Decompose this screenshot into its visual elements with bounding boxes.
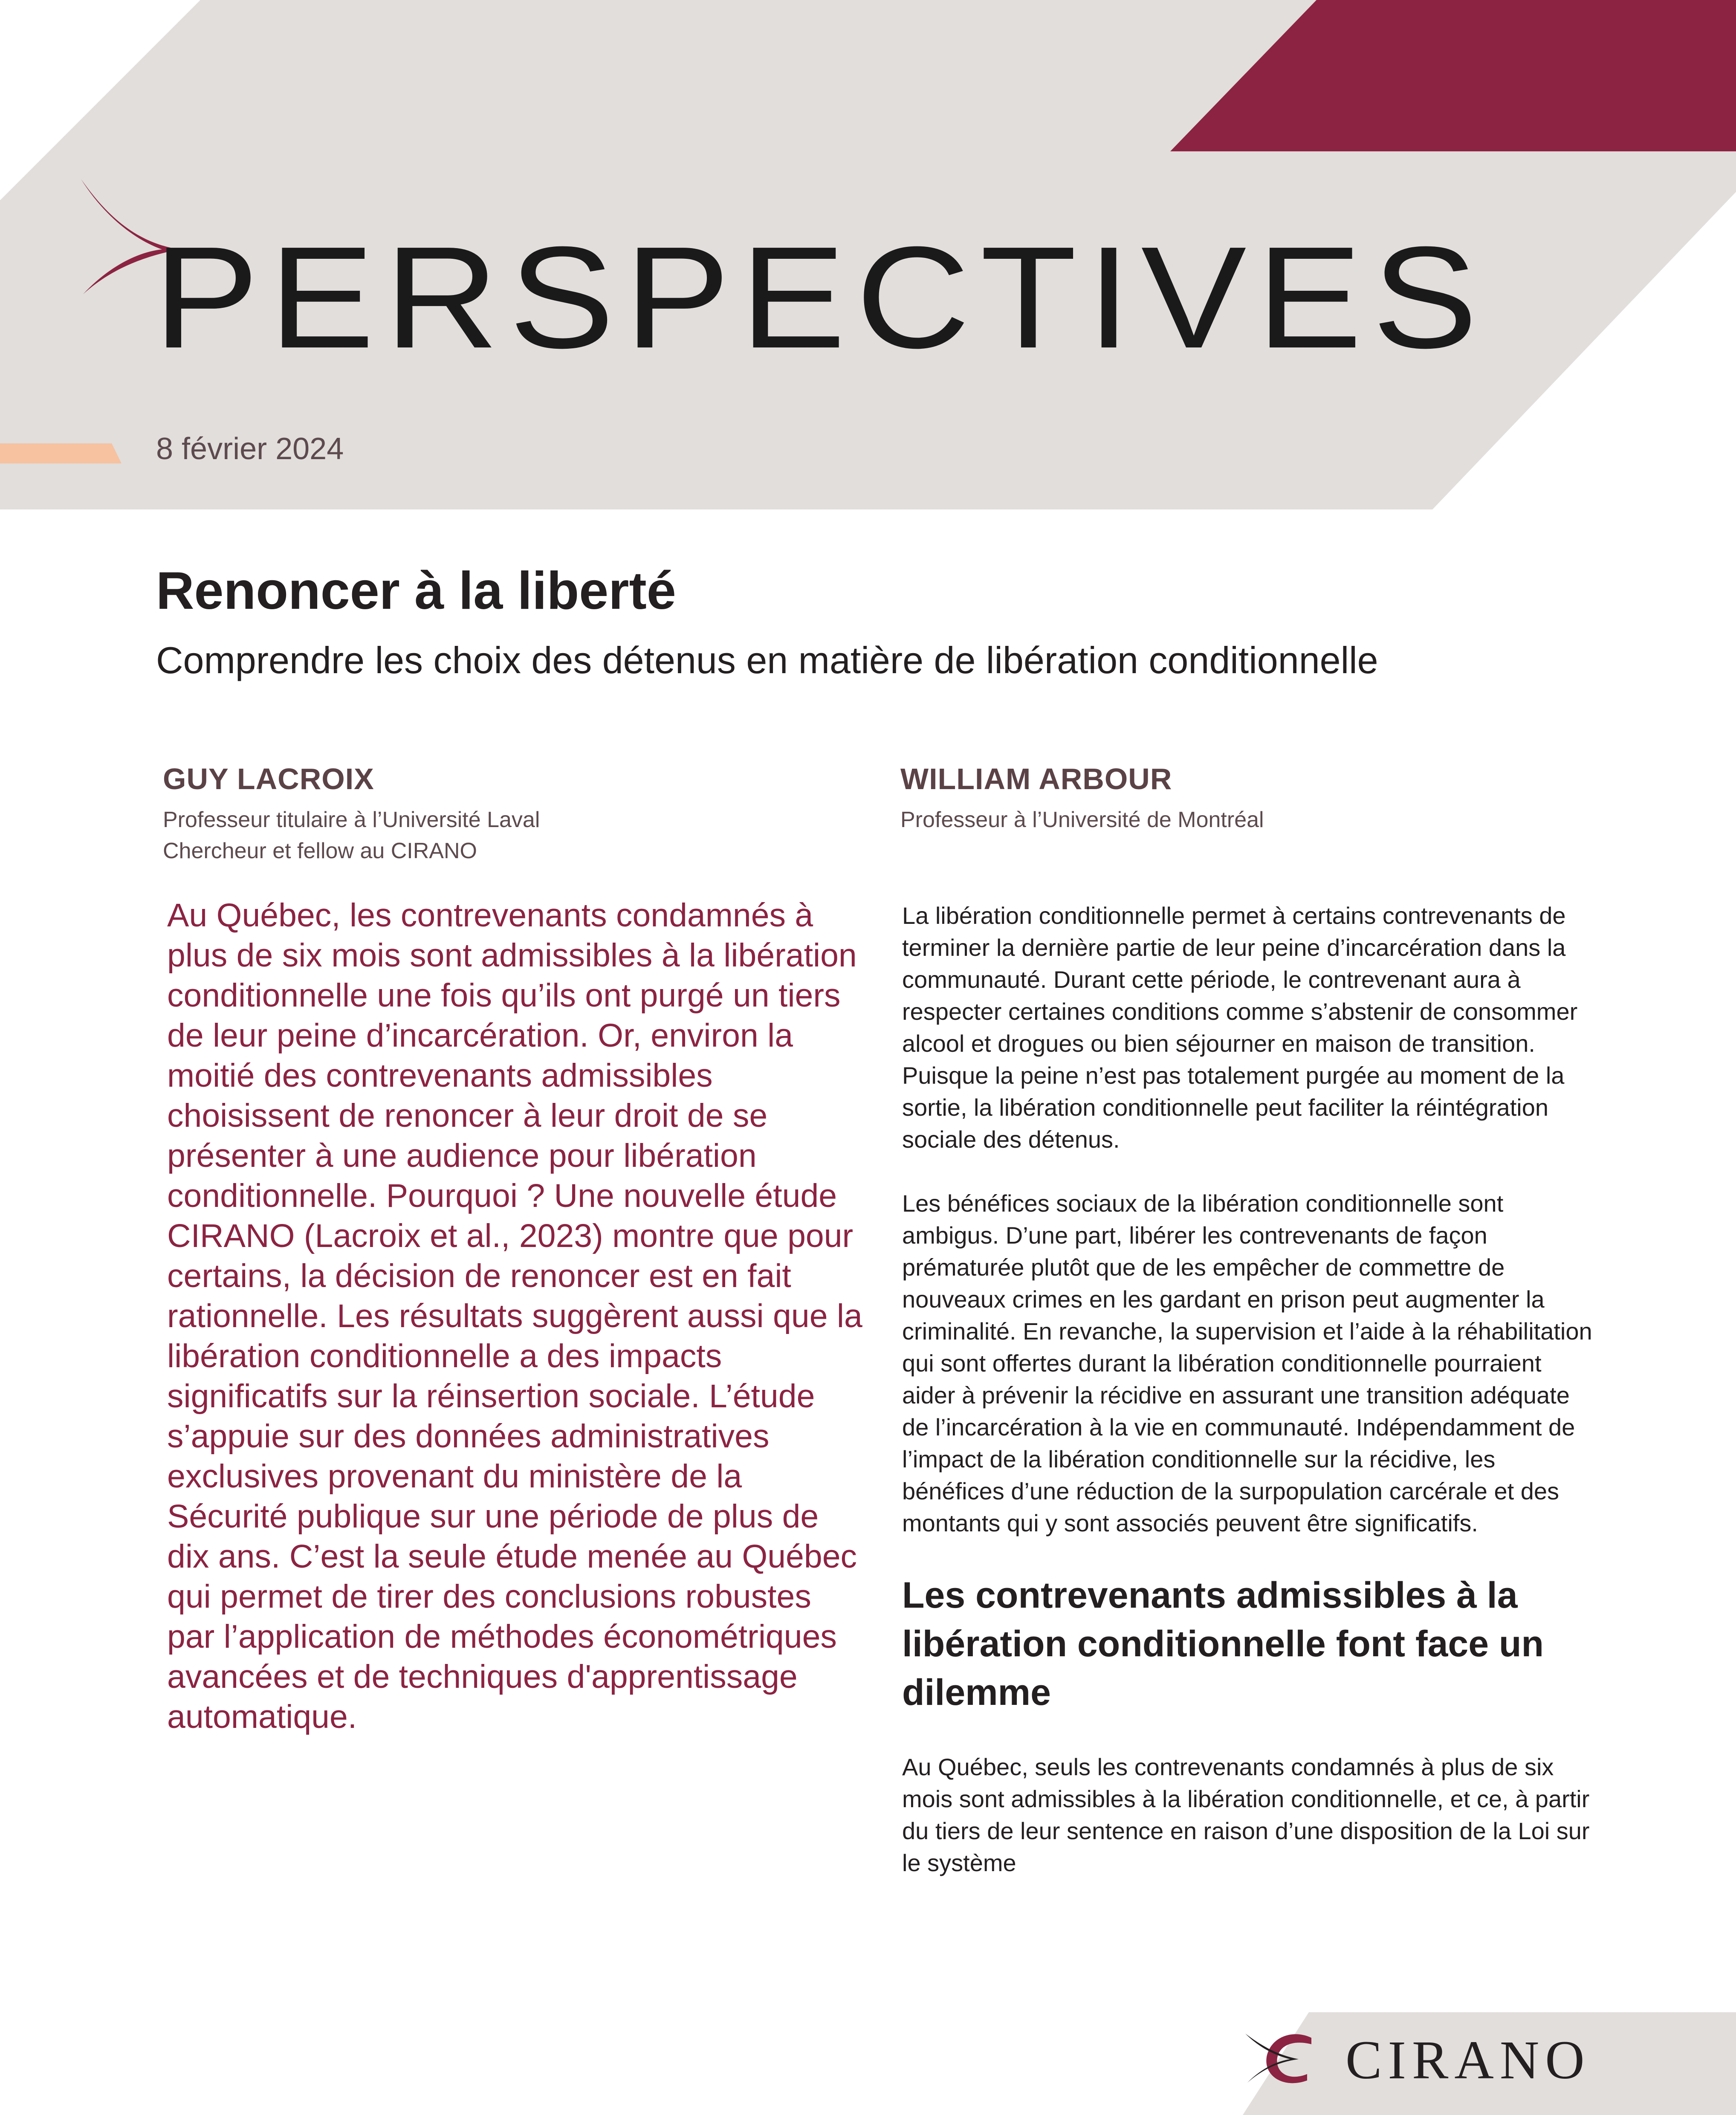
publication-date: 8 février 2024: [156, 432, 344, 466]
cirano-logo-icon: [1243, 2027, 1328, 2091]
author-role: Professeur titulaire à l’Université Laval: [163, 807, 540, 832]
section-heading: Les contrevenants admissibles à la libération conditionnelle font face un dilemme: [902, 1575, 1544, 1713]
masthead-title: PERSPECTIVES: [153, 217, 1488, 379]
body-paragraph: Les bénéfices sociaux de la libération conditionnelle sont ambigus. D’une part, libérer les contrevenants de façon prématurée plutôt que de les empêcher de commettre de nouveaux crimes en les gardant en prison peut augmenter la criminalité. En revanche, la supervision et l’aide à la réhabilitation qui sont offertes durant la libération conditionnelle pourraient aider à prévenir la récidive en assurant une transition adéquate de l’incarcération à la vie en communauté. Indépendamment de l’impact de la libération conditionnelle sur la récidive, les bénéfices d’une réduction de la surpopulation carcérale et des montants qui y sont associés peuvent être significatifs.: [902, 1190, 1592, 1536]
author-role: Chercheur et fellow au CIRANO: [163, 839, 477, 863]
body-paragraph: Au Québec, seuls les contrevenants condamnés à plus de six mois sont admissibles à la libération conditionnelle, et ce, à partir du tiers de leur sentence en raison d’une disposition de la Loi sur le système: [902, 1753, 1590, 1876]
body-column: [902, 900, 1597, 1911]
article-title: Renoncer à la liberté: [156, 561, 676, 620]
author-block-lacroix: [163, 761, 540, 867]
lead-paragraph: Au Québec, les contrevenants condamnés à plus de six mois sont admissibles à la libération conditionnelle une fois qu’ils ont purgé un tiers de leur peine d’incarcération. Or, environ la moitié des contrevenants admissibles choisissent de renoncer à leur droit de se présenter à une audience pour libération conditionnelle. Pourquoi ? Une nouvelle étude CIRANO (Lacroix et al., 2023) montre que pour certains, la décision de renoncer est en fait rationnelle. Les résultats suggèrent aussi que la libération conditionnelle a des impacts significatifs sur la réinsertion sociale. L’étude s’appuie sur des données administratives exclusives provenant du ministère de la Sécurité publique sur une période de plus de dix ans. C’est la seule étude menée au Québec qui permet de tirer des conclusions robustes par l’application de méthodes économétriques avancées et de techniques d'apprentissage automatique.: [167, 897, 862, 1735]
article-subtitle: Comprendre les choix des détenus en matière de libération conditionnelle: [156, 639, 1378, 681]
author-name: GUY LACROIX: [163, 762, 374, 796]
header-peach-accent: [0, 443, 122, 463]
author-block-arbour: [900, 761, 1264, 836]
cirano-logo-text: CIRANO: [1345, 2030, 1591, 2090]
author-role: Professeur à l’Université de Montréal: [900, 807, 1264, 832]
body-paragraph: La libération conditionnelle permet à certains contrevenants de terminer la dernière partie de leur peine d’incarcération dans la communauté. Durant cette période, le contrevenant aura à respecter certaines conditions comme s’abstenir de consommer alcool et drogues ou bien séjourner en maison de transition. Puisque la peine n’est pas totalement purgée au moment de la sortie, la libération conditionnelle peut faciliter la réintégration sociale des détenus.: [902, 902, 1578, 1153]
author-name: WILLIAM ARBOUR: [900, 762, 1172, 796]
